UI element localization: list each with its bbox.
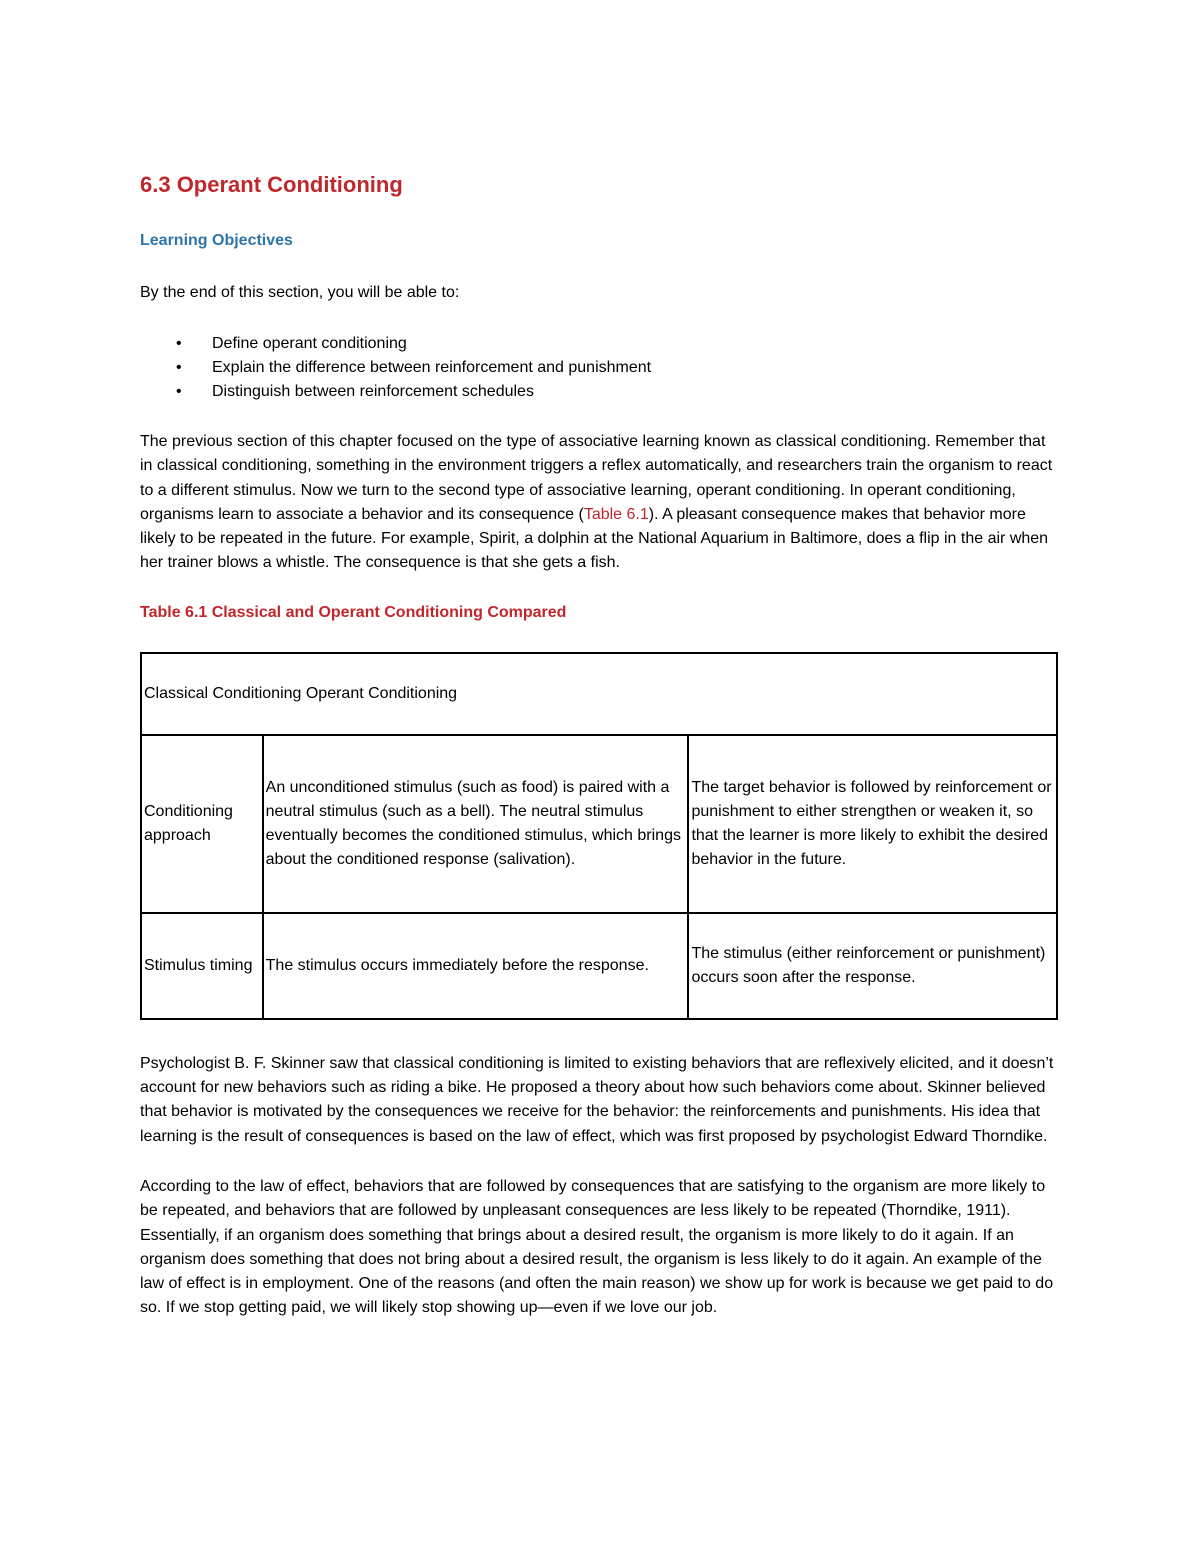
section-title: 6.3 Operant Conditioning — [140, 172, 403, 197]
intro-text-start: The previous section of this chapter focused on the type of associative learning known as classical conditioning. Remember that in classical conditioning, something in the environment triggers a reflex automatically, and researchers train the organism to react to a different stimulus. Now we turn to the second type of associative learning, operant conditioning. In operant conditioning, organisms learn to associate a behavior and its consequence ( — [140, 433, 1053, 523]
table-reference-link[interactable]: Table 6.1 — [583, 505, 649, 523]
operant-cell: The stimulus (either reinforcement or punishment) occurs soon after the response. — [688, 913, 1057, 1019]
learning-objectives-heading: Learning Objectives — [140, 232, 293, 249]
objectives-lead: By the end of this section, you will be able to: — [140, 284, 460, 301]
skinner-paragraph: Psychologist B. F. Skinner saw that classical conditioning is limited to existing behaviors that are reflexively elicited, and it doesn’t account for new behaviors such as riding a bike. He proposed a theory about how such behaviors come about. Skinner believed that behavior is motivated by the consequences we receive for the behavior: the reinforcements and punishments. His idea that learning is the result of consequences is based on the law of effect, which was first proposed by psychologist Edward Thorndike. — [140, 1054, 1054, 1145]
intro-paragraph — [140, 430, 1060, 576]
intro-text-end: ). A pleasant consequence makes that behavior more likely to be repeated in the future. For example, Spirit, a dolphin at the National Aquarium in Baltimore, does a flip in the air when her trainer blows a whistle. The consequence is that she gets a fish. — [140, 505, 1049, 572]
objective-text: Distinguish between reinforcement schedules — [212, 383, 534, 400]
document-page — [140, 168, 1060, 1321]
law-of-effect-paragraph: According to the law of effect, behaviors that are followed by consequences that are satisfying to the organism are more likely to be repeated, and behaviors that are followed by unpleasant consequences are less likely to be repeated (Thorndike, 1911). Essentially, if an organism does something that brings about a desired result, the organism is more likely to do it again. If an organism does something that does not bring about a desired result, the organism is less likely to do it again. An example of the law of effect is in employment. One of the reasons (and often the main reason) we show up for work is because we get paid to do so. If we stop getting paid, we will likely stop showing up—even if we love our job. — [140, 1177, 1054, 1317]
bullet-icon: • — [176, 383, 182, 400]
table-row — [141, 735, 1057, 913]
row-label-cell: Stimulus timing — [141, 913, 263, 1019]
classical-cell: An unconditioned stimulus (such as food) is paired with a neutral stimulus (such as a bell). The neutral stimulus eventually becomes the conditioned stimulus, which brings about the conditioned response (salivation). — [263, 735, 689, 913]
objective-item — [140, 356, 1060, 380]
table-header-cell: Classical Conditioning Operant Conditioning — [141, 653, 1057, 735]
row-label-cell: Conditioning approach — [141, 735, 263, 913]
objectives-list — [140, 332, 1060, 404]
bullet-icon: • — [176, 335, 182, 352]
classical-cell: The stimulus occurs immediately before the response. — [263, 913, 689, 1019]
comparison-table — [140, 652, 1058, 1020]
bullet-icon: • — [176, 359, 182, 376]
operant-cell: The target behavior is followed by reinforcement or punishment to either strengthen or weaken it, so that the learner is more likely to exhibit the desired behavior in the future. — [688, 735, 1057, 913]
table-caption: Table 6.1 Classical and Operant Conditioning Compared — [140, 603, 567, 621]
table-row — [141, 913, 1057, 1019]
table-header-row — [141, 653, 1057, 735]
objective-text: Explain the difference between reinforcement and punishment — [212, 359, 652, 376]
objective-item — [140, 332, 1060, 356]
objective-text: Define operant conditioning — [212, 335, 407, 352]
objective-item — [140, 380, 1060, 404]
